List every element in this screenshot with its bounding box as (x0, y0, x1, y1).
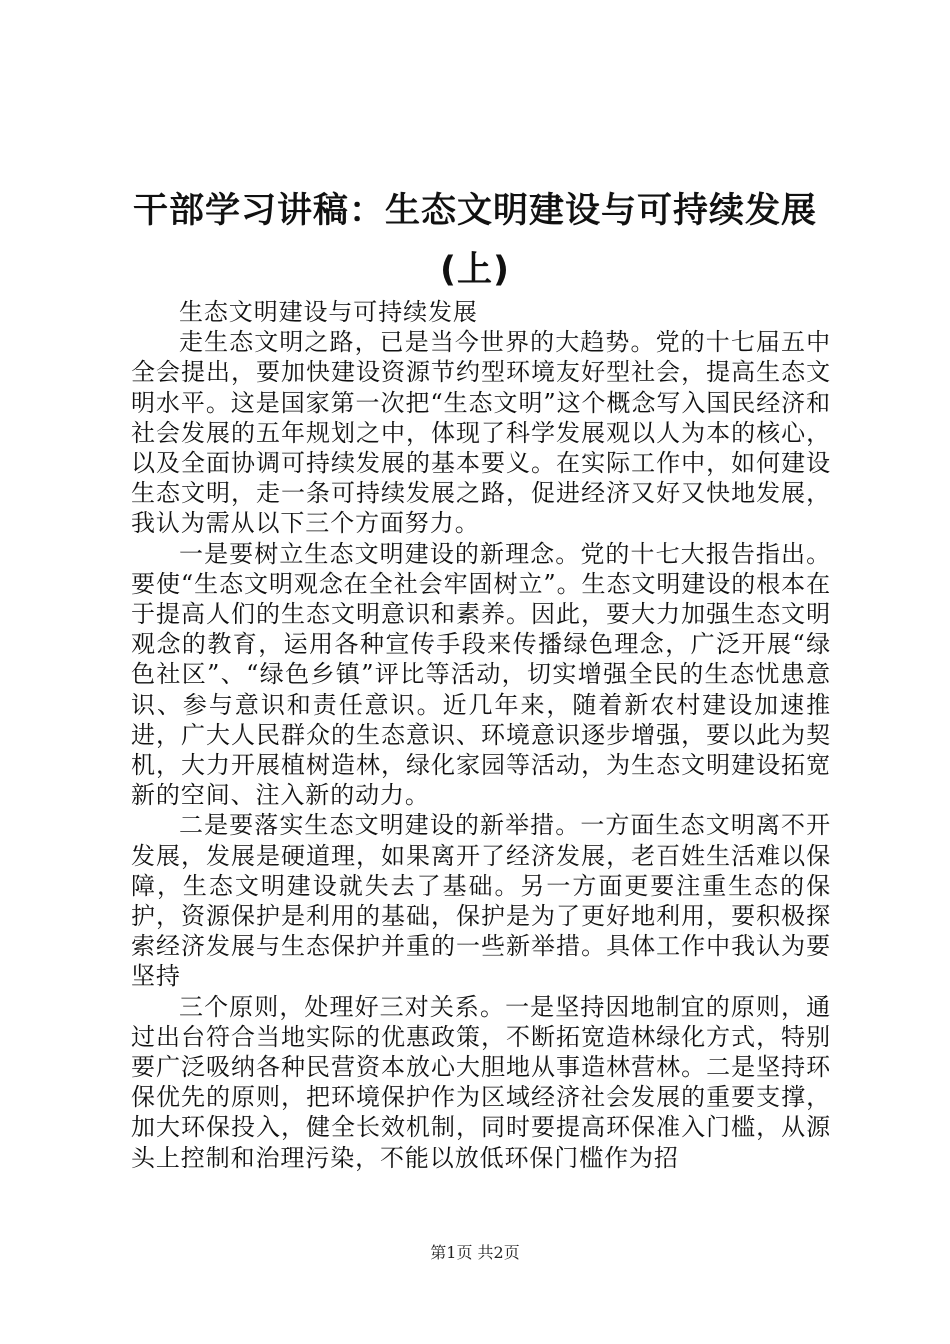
document-body (131, 297, 831, 1173)
document-title-continued: (上) (440, 250, 510, 290)
section-heading: 生态文明建设与可持续发展 (179, 298, 478, 326)
paragraph-intro: 走生态文明之路，已是当今世界的大趋势。党的十七届五中全会提出，要加快建设资源节约型环境友好型社会，提高生态文明水平。这是国家第一次把“生态文明”这个概念写入国民经济和社会发展的五年规划之中，体现了科学发展观以人为本的核心，以及全面协调可持续发展的基本要义。在实际工作中，如何建设生态文明，走一条可持续发展之路，促进经济又好又快地发展，我认为需从以下三个方面努力。 (131, 328, 831, 538)
paragraph-three-principles: 三个原则，处理好三对关系。一是坚持因地制宜的原则，通过出台符合当地实际的优惠政策，不断拓宽造林绿化方式，特别要广泛吸纳各种民营资本放心大胆地从事造林营林。二是坚持环保优先的原则，把环境保护作为区域经济社会发展的重要支撑，加大环保投入，健全长效机制，同时要提高环保准入门槛，从源头上控制和治理污染，不能以放低环保门槛作为招 (131, 992, 831, 1172)
document-title: 干部学习讲稿：生态文明建设与可持续发展 (132, 191, 817, 231)
page-number-footer: 第1页 共2页 (430, 1243, 520, 1262)
paragraph-point-one: 一是要树立生态文明建设的新理念。党的十七大报告指出。要使“生态文明观念在全社会牢固树立”。生态文明建设的根本在于提高人们的生态文明意识和素养。因此，要大力加强生态文明观念的教育，运用各种宣传手段来传播绿色理念，广泛开展“绿色社区”、“绿色乡镇”评比等活动，切实增强全民的生态忧患意识、参与意识和责任意识。近几年来，随着新农村建设加速推进，广大人民群众的生态意识、环境意识逐步增强，要以此为契机，大力开展植树造林，绿化家园等活动，为生态文明建设拓宽新的空间、注入新的动力。 (131, 539, 831, 810)
paragraph-point-two: 二是要落实生态文明建设的新举措。一方面生态文明离不开发展，发展是硬道理，如果离开了经济发展，老百姓生活难以保障，生态文明建设就失去了基础。另一方面更要注重生态的保护，资源保护是利用的基础，保护是为了更好地利用，要积极探索经济发展与生态保护并重的一些新举措。具体工作中我认为要坚持 (131, 811, 831, 991)
